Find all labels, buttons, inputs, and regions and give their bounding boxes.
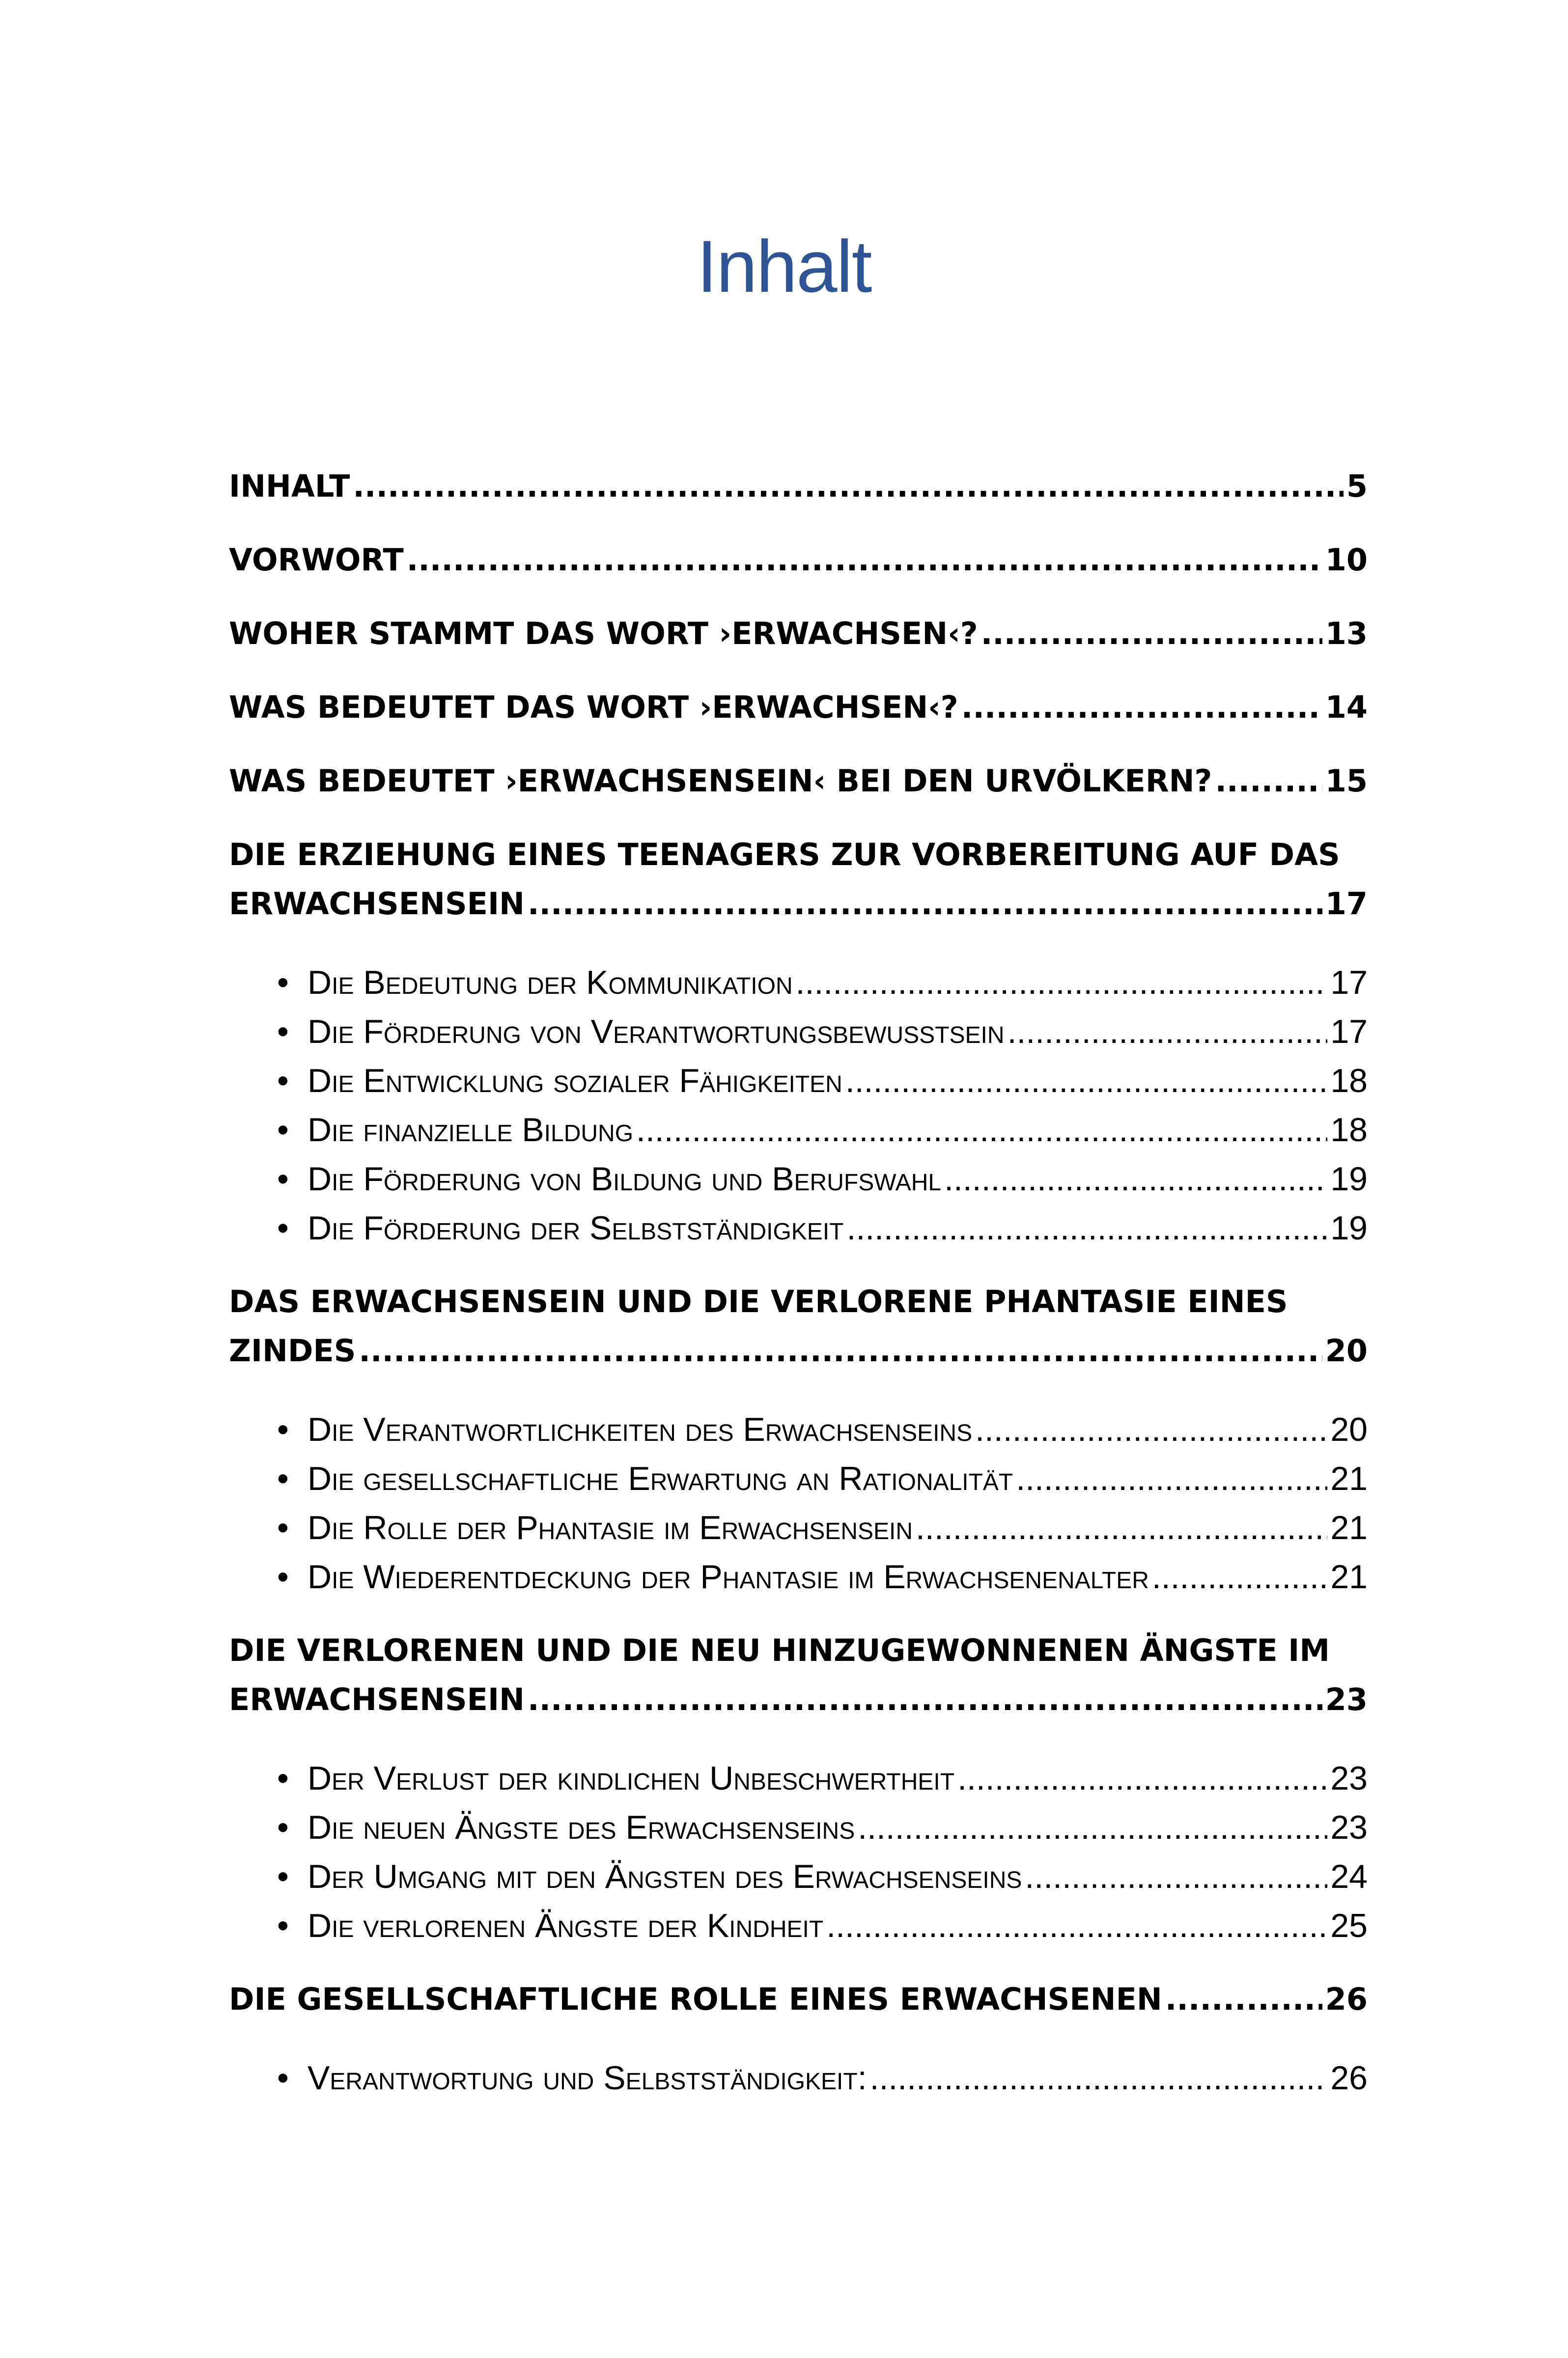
toc-subentry-title: Die Rolle der Phantasie im Erwachsensein [308, 1509, 913, 1546]
toc-page-number: 17 [1325, 886, 1368, 922]
toc-page-number: 19 [1330, 1160, 1368, 1198]
toc-entry[interactable] [229, 609, 1368, 658]
toc-subentry-title: Die finanzielle Bildung [308, 1111, 634, 1149]
dot-leader [407, 535, 1322, 585]
toc-page-number: 23 [1330, 1760, 1368, 1797]
bullet-icon: • [277, 1209, 289, 1247]
dot-leader [1215, 757, 1322, 806]
toc-page-number: 18 [1330, 1111, 1368, 1149]
toc-subentry-title: Die Förderung von Verantwortungsbewusstsein [308, 1013, 1005, 1050]
toc-page-number: 24 [1330, 1858, 1368, 1895]
toc-page-number: 10 [1325, 542, 1368, 578]
toc-subentry-title: Die Förderung der Selbstständigkeit [308, 1209, 844, 1247]
toc-subentry-title: Verantwortung und Selbstständigkeit: [308, 2059, 867, 2097]
table-of-contents [229, 0, 1368, 2358]
bullet-icon: • [277, 1558, 289, 1596]
toc-subentry[interactable] [229, 2053, 1368, 2103]
toc-entry[interactable] [229, 1277, 1368, 1376]
toc-subentry[interactable] [229, 1901, 1368, 1950]
toc-subentry[interactable] [229, 1154, 1368, 1204]
bullet-icon: • [277, 1013, 289, 1050]
toc-subentry[interactable] [229, 1552, 1368, 1601]
toc-subentry[interactable] [229, 1852, 1368, 1901]
bullet-icon: • [277, 1111, 289, 1149]
bullet-icon: • [277, 1907, 289, 1944]
bullet-icon: • [277, 1809, 289, 1846]
toc-page-number: 13 [1325, 616, 1368, 651]
toc-entry-title: DIE GESELLSCHAFTLICHE ROLLE EINES ERWACHSENEN [229, 1981, 1162, 2017]
toc-entry[interactable] [229, 830, 1368, 928]
dot-leader [870, 2053, 1328, 2103]
toc-page-number: 18 [1330, 1062, 1368, 1099]
dot-leader [353, 462, 1343, 511]
toc-page-number: 14 [1325, 689, 1368, 725]
dot-leader [1152, 1552, 1327, 1601]
page-title: Inhalt [697, 225, 871, 308]
toc-subentry-title: Die verlorenen Ängste der Kindheit [308, 1907, 824, 1944]
toc-subentry[interactable] [229, 1503, 1368, 1552]
toc-subentry-title: Die gesellschaftliche Erwartung an Rationalität [308, 1460, 1013, 1497]
dot-leader [858, 1803, 1327, 1852]
dot-leader [981, 609, 1322, 658]
toc-entry[interactable] [229, 535, 1368, 585]
toc-page-number: 21 [1330, 1558, 1368, 1596]
toc-subentry-title: Die Bedeutung der Kommunikation [308, 964, 793, 1001]
dot-leader [1025, 1852, 1327, 1901]
toc-entry-title: ERWACHSENSEIN [229, 1682, 525, 1717]
toc-entry[interactable] [229, 1626, 1368, 1724]
toc-page-number: 19 [1330, 1209, 1368, 1247]
toc-subentry[interactable] [229, 1007, 1368, 1056]
bullet-icon: • [277, 1460, 289, 1497]
toc-page-number: 5 [1346, 468, 1368, 504]
toc-subentry-title: Die Verantwortlichkeiten des Erwachsenseins [308, 1411, 973, 1448]
toc-subentry[interactable] [229, 1204, 1368, 1253]
dot-leader [1165, 1975, 1322, 2024]
toc-subentry[interactable] [229, 1056, 1368, 1105]
bullet-icon: • [277, 1509, 289, 1546]
dot-leader [1016, 1454, 1327, 1503]
toc-subentry[interactable] [229, 1105, 1368, 1154]
toc-entry-title: INHALT [229, 468, 350, 504]
toc-subentry-title: Die neuen Ängste des Erwachsenseins [308, 1809, 855, 1846]
dot-leader [845, 1056, 1328, 1105]
dot-leader [916, 1503, 1327, 1552]
toc-entry-title: ERWACHSENSEIN [229, 886, 525, 922]
toc-entry[interactable] [229, 757, 1368, 806]
toc-entry-title: WAS BEDEUTET DAS WORT ›ERWACHSEN‹? [229, 689, 958, 725]
dot-leader [826, 1901, 1327, 1950]
toc-subentry[interactable] [229, 1803, 1368, 1852]
toc-subentry-title: Die Wiederentdeckung der Phantasie im Erwachsenenalter [308, 1558, 1149, 1596]
toc-subentry-title: Der Verlust der kindlichen Unbeschwertheit [308, 1760, 955, 1797]
dot-leader [528, 1675, 1322, 1724]
bullet-icon: • [277, 1160, 289, 1198]
toc-entry-title: WAS BEDEUTET ›ERWACHSENSEIN‹ BEI DEN URVÖLKERN? [229, 763, 1212, 799]
bullet-icon: • [277, 964, 289, 1001]
toc-entry-title: DAS ERWACHSENSEIN UND DIE VERLORENE PHANTASIE EINES [229, 1284, 1288, 1319]
toc-subentry[interactable] [229, 1754, 1368, 1803]
dot-leader [1008, 1007, 1328, 1056]
toc-subentry-title: Der Umgang mit den Ängsten des Erwachsenseins [308, 1858, 1022, 1895]
toc-page-number: 23 [1330, 1809, 1368, 1846]
toc-entry-title: WOHER STAMMT DAS WORT ›ERWACHSEN‹? [229, 616, 978, 651]
toc-entry-title: ZINDES [229, 1333, 356, 1369]
toc-entry-title: VORWORT [229, 542, 404, 578]
toc-page-number: 26 [1330, 2059, 1368, 2097]
toc-subentry-title: Die Förderung von Bildung und Berufswahl [308, 1160, 942, 1198]
toc-entry[interactable] [229, 1975, 1368, 2024]
toc-page-number: 15 [1325, 763, 1368, 799]
toc-page-number: 20 [1330, 1411, 1368, 1448]
dot-leader [528, 879, 1322, 928]
dot-leader [957, 1754, 1327, 1803]
bullet-icon: • [277, 1858, 289, 1895]
dot-leader [796, 958, 1328, 1007]
bullet-icon: • [277, 2059, 289, 2097]
toc-entry-title: DIE ERZIEHUNG EINES TEENAGERS ZUR VORBEREITUNG AUF DAS [229, 837, 1340, 872]
toc-page-number: 23 [1325, 1682, 1368, 1717]
toc-subentry[interactable] [229, 958, 1368, 1007]
dot-leader [846, 1204, 1327, 1253]
toc-page-number: 21 [1330, 1460, 1368, 1497]
toc-subentry[interactable] [229, 1454, 1368, 1503]
dot-leader [975, 1405, 1327, 1454]
toc-page-number: 20 [1325, 1333, 1368, 1369]
toc-page-number: 25 [1330, 1907, 1368, 1944]
toc-entry-title: DIE VERLORENEN UND DIE NEU HINZUGEWONNENEN ÄNGSTE IM [229, 1632, 1330, 1668]
bullet-icon: • [277, 1411, 289, 1448]
toc-entry[interactable] [229, 683, 1368, 732]
dot-leader [944, 1154, 1327, 1204]
toc-page-number: 26 [1325, 1981, 1368, 2017]
toc-page-number: 21 [1330, 1509, 1368, 1546]
dot-leader [359, 1326, 1322, 1376]
toc-subentry-title: Die Entwicklung sozialer Fähigkeiten [308, 1062, 842, 1099]
dot-leader [961, 683, 1322, 732]
bullet-icon: • [277, 1760, 289, 1797]
toc-subentry[interactable] [229, 1405, 1368, 1454]
toc-page-number: 17 [1330, 964, 1368, 1001]
bullet-icon: • [277, 1062, 289, 1099]
dot-leader [636, 1105, 1327, 1154]
toc-page-number: 17 [1330, 1013, 1368, 1050]
toc-entry[interactable] [229, 462, 1368, 511]
